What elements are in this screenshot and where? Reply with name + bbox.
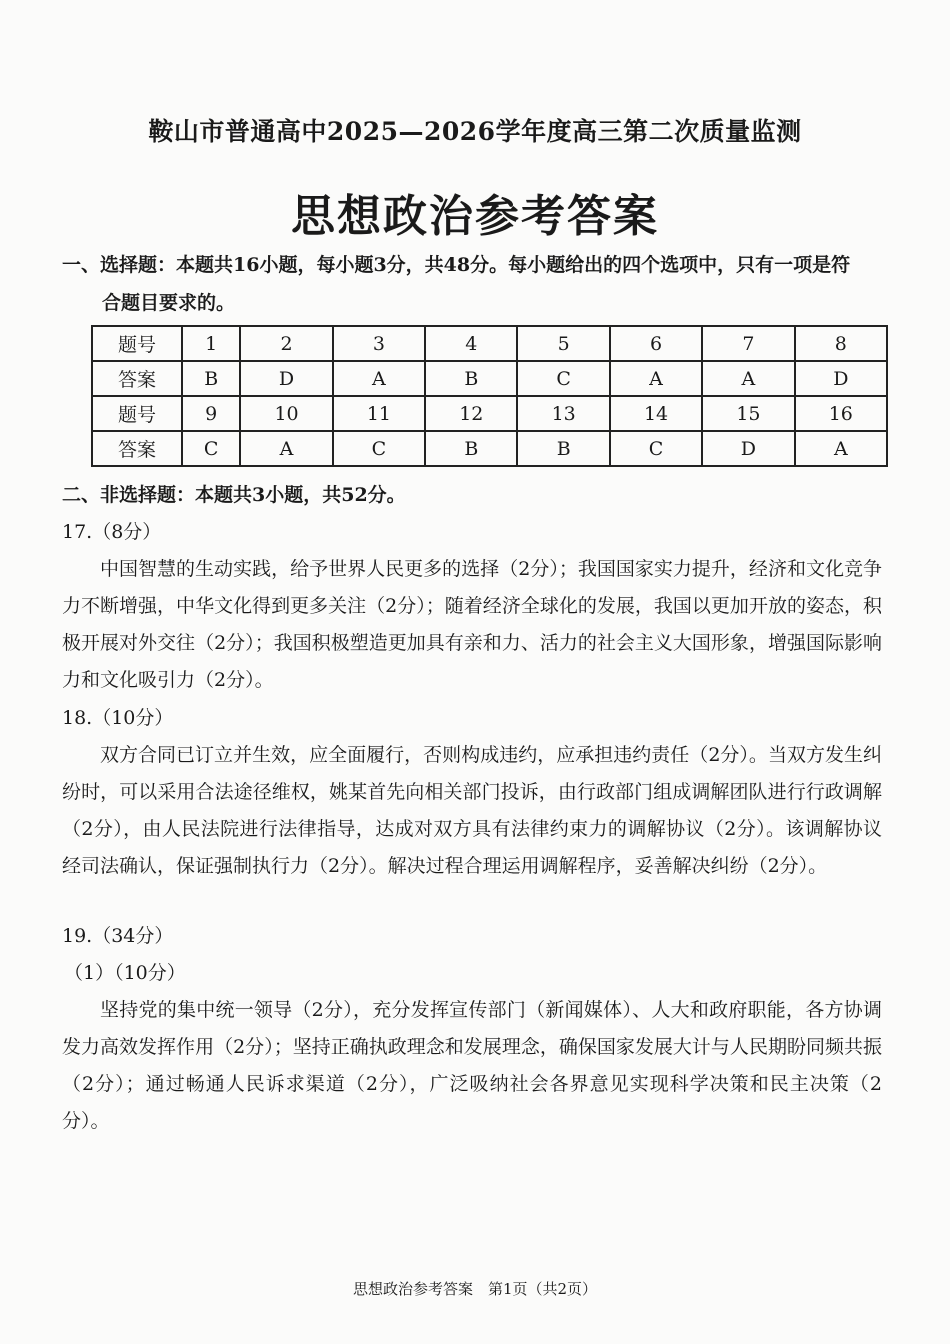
table-cell: 4: [425, 326, 517, 361]
row-label-number: 题号: [92, 396, 182, 431]
row-label-answer: 答案: [92, 361, 182, 396]
table-cell: 8: [795, 326, 887, 361]
table-row-numbers-1: [92, 326, 887, 361]
table-cell: A: [610, 361, 702, 396]
table-row-answers-2: [92, 431, 887, 466]
table-cell: 2: [240, 326, 332, 361]
question-18-answer: 双方合同已订立并生效，应全面履行，否则构成违约，应承担违约责任（2分）。当双方发生纠纷时，可以采用合法途径维权，姚某首先向相关部门投诉，由行政部门组成调解团队进行行政调解（2分），由人民法院进行法律指导，达成对双方具有法律约束力的调解协议（2分）。该调解协议经司法确认，保证强制执行力（2分）。解决过程合理运用调解程序，妥善解决纠纷（2分）。: [62, 744, 882, 877]
table-cell: B: [425, 431, 517, 466]
row-label-answer: 答案: [92, 431, 182, 466]
question-18-title: 18.（10分）: [62, 707, 174, 729]
row-label-number: 题号: [92, 326, 182, 361]
section-1-line-1: 一、选择题：本题共16小题，每小题3分，共48分。每小题给出的四个选项中，只有一项是符: [62, 254, 851, 276]
table-cell: D: [702, 431, 794, 466]
page-title: 思想政治参考答案: [291, 191, 659, 242]
question-18: [62, 700, 882, 885]
question-17-title: 17.（8分）: [62, 521, 162, 543]
table-cell: B: [182, 361, 240, 396]
exam-title: 鞍山市普通高中2025—2026学年度高三第二次质量监测: [148, 117, 802, 146]
question-19-title: 19.（34分）: [62, 925, 174, 947]
question-19: [62, 918, 882, 1140]
table-row-answers-1: [92, 361, 887, 396]
section-1-line-2: 合题目要求的。: [102, 292, 236, 314]
table-cell: 14: [610, 396, 702, 431]
table-cell: 7: [702, 326, 794, 361]
table-cell: 12: [425, 396, 517, 431]
table-cell: 16: [795, 396, 887, 431]
table-cell: C: [182, 431, 240, 466]
question-19-sub-1-answer: 坚持党的集中统一领导（2分），充分发挥宣传部门（新闻媒体）、人大和政府职能，各方协调发力高效发挥作用（2分）；坚持正确执政理念和发展理念，确保国家发展大计与人民期盼同频共振（2分）；通过畅通人民诉求渠道（2分），广泛吸纳社会各界意见实现科学决策和民主决策（2分）。: [62, 999, 882, 1132]
table-cell: B: [517, 431, 609, 466]
table-cell: 15: [702, 396, 794, 431]
table-cell: C: [610, 431, 702, 466]
table-cell: B: [425, 361, 517, 396]
table-cell: D: [240, 361, 332, 396]
section-1-instructions: [62, 246, 892, 322]
table-cell: A: [702, 361, 794, 396]
table-cell: 9: [182, 396, 240, 431]
table-cell: 13: [517, 396, 609, 431]
table-row-numbers-2: [92, 396, 887, 431]
table-cell: C: [333, 431, 425, 466]
section-2-title: 二、非选择题：本题共3小题，共52分。: [62, 484, 406, 506]
table-cell: 6: [610, 326, 702, 361]
table-cell: 1: [182, 326, 240, 361]
question-17: [62, 514, 882, 699]
table-cell: 5: [517, 326, 609, 361]
table-cell: 10: [240, 396, 332, 431]
table-cell: C: [517, 361, 609, 396]
page-footer: 思想政治参考答案 第1页（共2页）: [352, 1280, 598, 1298]
table-cell: D: [795, 361, 887, 396]
table-cell: A: [240, 431, 332, 466]
table-cell: 11: [333, 396, 425, 431]
question-17-answer: 中国智慧的生动实践，给予世界人民更多的选择（2分）；我国国家实力提升，经济和文化竞争力不断增强，中华文化得到更多关注（2分）；随着经济全球化的发展，我国以更加开放的姿态，积极开展对外交往（2分）；我国积极塑造更加具有亲和力、活力的社会主义大国形象，增强国际影响力和文化吸引力（2分）。: [62, 558, 882, 691]
question-19-sub-1-title: （1）（10分）: [64, 962, 186, 984]
table-cell: 3: [333, 326, 425, 361]
table-cell: A: [795, 431, 887, 466]
table-cell: A: [333, 361, 425, 396]
answer-table: [91, 325, 888, 467]
